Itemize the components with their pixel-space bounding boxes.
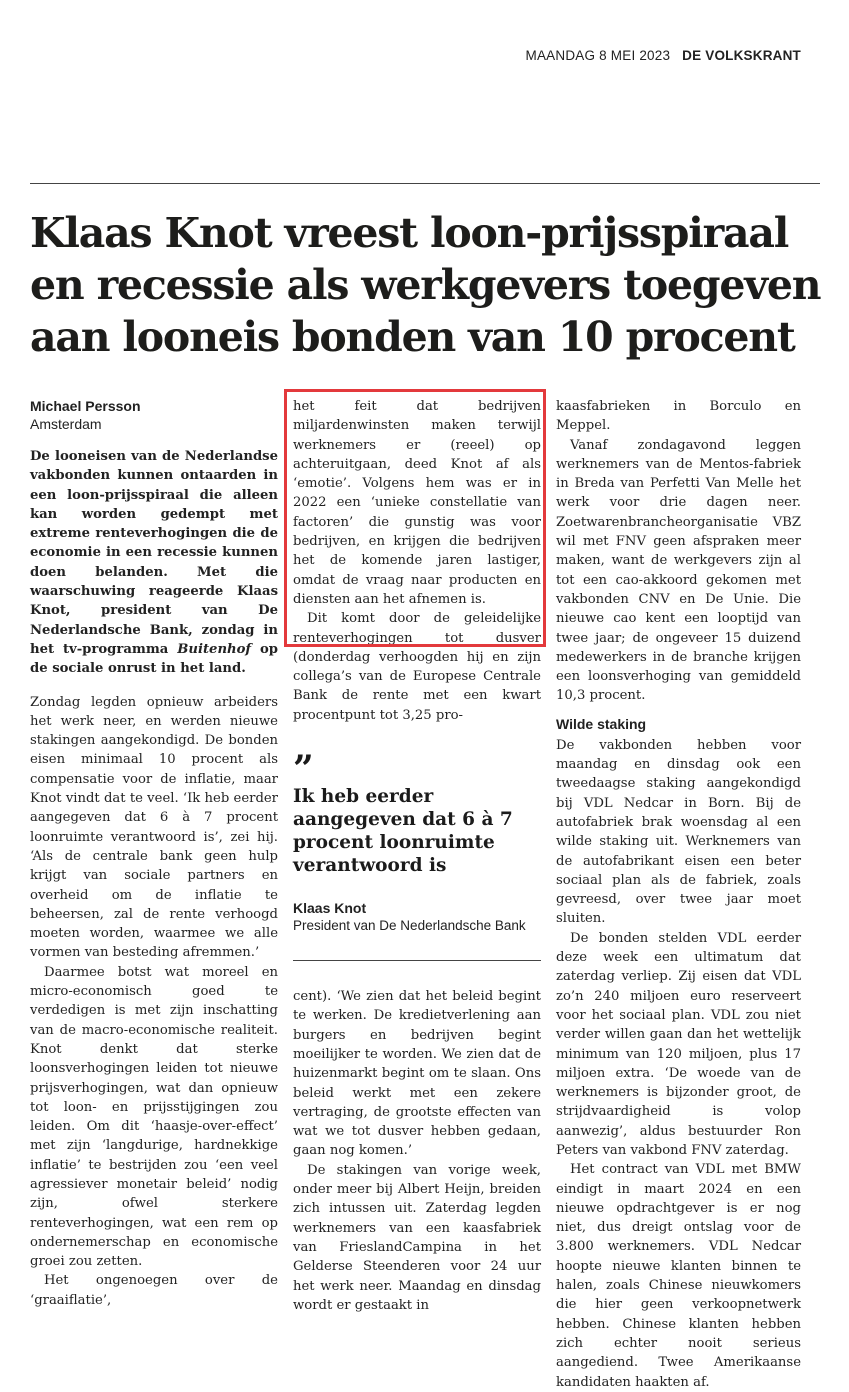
newspaper-name: DE VOLKSKRANT [682, 48, 801, 63]
body-paragraph: Daarmee botst wat moreel en micro-economisch goed te verdedigen is met zijn inschatting van de macro-economische realiteit. Knot denkt dat sterke loonsverhogingen leiden tot nieuwe prijsverhogingen, wat dan opnieuw tot loon- en prijsstijgingen zou leiden. Om dit ‘haasje-over-effect’ met zijn ‘langdurige, hardnekkige inflatie’ te bestrijden zou ‘een veel agressiever monetair beleid’ nodig zijn, ofwel sterkere renteverhogingen, wat een rem op ondernemerschap en economische groei zou zetten. [30, 964, 278, 1270]
pull-quote-text: Ik heb eerder aangegeven dat 6 à 7 procent loonruimte verantwoord is [293, 786, 513, 877]
lead-paragraph [30, 447, 278, 679]
body-paragraph: Het ongenoegen over de ‘graaiflatie’, [30, 1273, 278, 1308]
body-paragraph: De vakbonden hebben voor maandag en dinsdag ook een tweedaagse staking aangekondigd bij VDL Nedcar in Born. Bij de autofabriek brak woensdag al een wilde staking uit. Werknemers van de autofabrikant eisen een beter sociaal plan als de fabriek, zoals gevreesd, over twee jaar moet sluiten. [556, 737, 801, 927]
lead-text-end: op de sociale onrust in het land. [30, 641, 278, 677]
body-paragraph: De stakingen van vorige week, onder meer bij Albert Heijn, breiden zich intussen uit. Zaterdag legden werknemers van een kaasfabriek van FrieslandCampina in het Gelderse Steenderen voor 24 uur het werk neer. Maandag en dinsdag wordt er gestaakt in [293, 1162, 541, 1313]
dateline-location: Amsterdam [30, 416, 102, 432]
body-paragraph: Dit komt door de geleidelijke renteverhogingen tot dusver (donderdag verhoogden hij en zijn collega’s van de Europese Centrale Bank de rente met een kwart procentpunt tot 3,25 pro- [293, 611, 541, 723]
issue-date: MAANDAG 8 MEI 2023 [525, 48, 671, 63]
body-paragraph: Het contract van VDL met BMW eindigt in maart 2024 en een nieuwe opdrachtgever is er nog niet, dus dreigt ontslag voor de 3.800 werknemers. VDL Nedcar hoopte nieuwe klanten binnen te halen, zoals Chinese nieuwkomers die hier geen verkoopnetwerk hebben. Chinese klanten hebben zich echter nooit serieus aangediend. Twee Amerikaanse kandidaten haakten af. [556, 1162, 801, 1390]
quote-mark-icon: ” [293, 748, 311, 791]
pull-quote-speaker: Klaas Knot [293, 900, 367, 917]
body-paragraph: De bonden stelden VDL eerder deze week een ultimatum dat zaterdag verliep. Zij eisen dat VDL zo’n 240 miljoen euro reserveert voor het sociaal plan. VDL zou niet verder willen gaan dan het wettelijk minimum van 120 miljoen, plus 17 miljoen extra. ‘De woede van de werknemers is bijzonder groot, de strijdvaardigheid is volop aanwezig’, aldus bestuurder Ron Peters van vakbond FNV zaterdag. [556, 930, 801, 1158]
body-paragraph: Zondag legden opnieuw arbeiders het werk neer, en werden nieuwe stakingen aangekondigd. De bonden eisen minimaal 10 procent als compensatie voor de inflatie, maar Knot vindt dat te veel. ‘Ik heb eerder aangegeven dat 6 à 7 procent loonruimte verantwoord is’, zei hij. ‘Als de centrale bank geen hulp krijgt van sociale partners en overheid om de inflatie te beheersen, zal de rente verhoogd moeten worden, waarmee we alle vormen van besteding afremmen.’ [30, 694, 278, 961]
body-paragraph: kaasfabrieken in Borculo en Meppel. [556, 399, 801, 434]
author-name: Michael Persson [30, 398, 141, 414]
tv-program-name: Buitenhof [177, 641, 252, 657]
body-paragraph: het feit dat bedrijven miljardenwinsten maken terwijl werknemers er (reeel) op achteruitgaan, deed Knot af als ‘emotie’. Volgens hem was er in 2022 een ‘unieke constellatie van factoren’ die gunstig was voor bedrijven, en krijgen die bedrijven het de komende jaren lastiger, omdat de vraag naar producten en diensten aan het afnemen is. [293, 399, 541, 607]
page-header [526, 48, 801, 63]
column-1 [30, 397, 278, 1310]
pull-quote-divider [293, 960, 541, 961]
lead-text-start: De looneisen van de Nederlandse vakbonden kunnen ontaarden in een loon-prijsspiraal die alleen kan worden gedempt met extreme renteverhogingen die de economie in een recessie kunnen doen belanden. Met die waarschuwing reageerde Klaas Knot, president van De Nederlandsche Bank, zondag in het tv-programma [30, 449, 278, 657]
column-3 [556, 397, 801, 1392]
section-subhead: Wilde staking [556, 715, 647, 732]
pull-quote [293, 748, 541, 961]
column-2 [293, 397, 541, 1315]
header-divider [30, 183, 820, 184]
article-headline: Klaas Knot vreest loon-prijsspiraal en recessie als werkgevers toegeven aan looneis bonden van 10 procent [30, 209, 821, 361]
pull-quote-speaker-role: President van De Nederlandsche Bank [293, 918, 526, 934]
body-paragraph: cent). ‘We zien dat het beleid begint te werken. De kredietverlening aan burgers en bedrijven begint moeilijker te worden. We zien dat de huizenmarkt begint om te slaan. Ons beleid werkt met een zekere vertraging, de grootste effecten van wat we tot dusver hebben gedaan, gaan nog komen.’ [293, 989, 541, 1159]
body-paragraph: Vanaf zondagavond leggen werknemers van de Mentos-fabriek in Breda van Perfetti Van Melle het werk voor drie dagen neer. Zoetwarenbrancheorganisatie VBZ wil met FNV geen afspraken meer maken, want de werkgevers zijn al tot een cao-akkoord gekomen met vakbonden CNV en De Unie. Die nieuwe cao kent een looptijd van twee jaar; de ongeveer 15 duizend medewerkers in de branche krijgen een loonsverhoging van gemiddeld 10,3 procent. [556, 437, 801, 704]
